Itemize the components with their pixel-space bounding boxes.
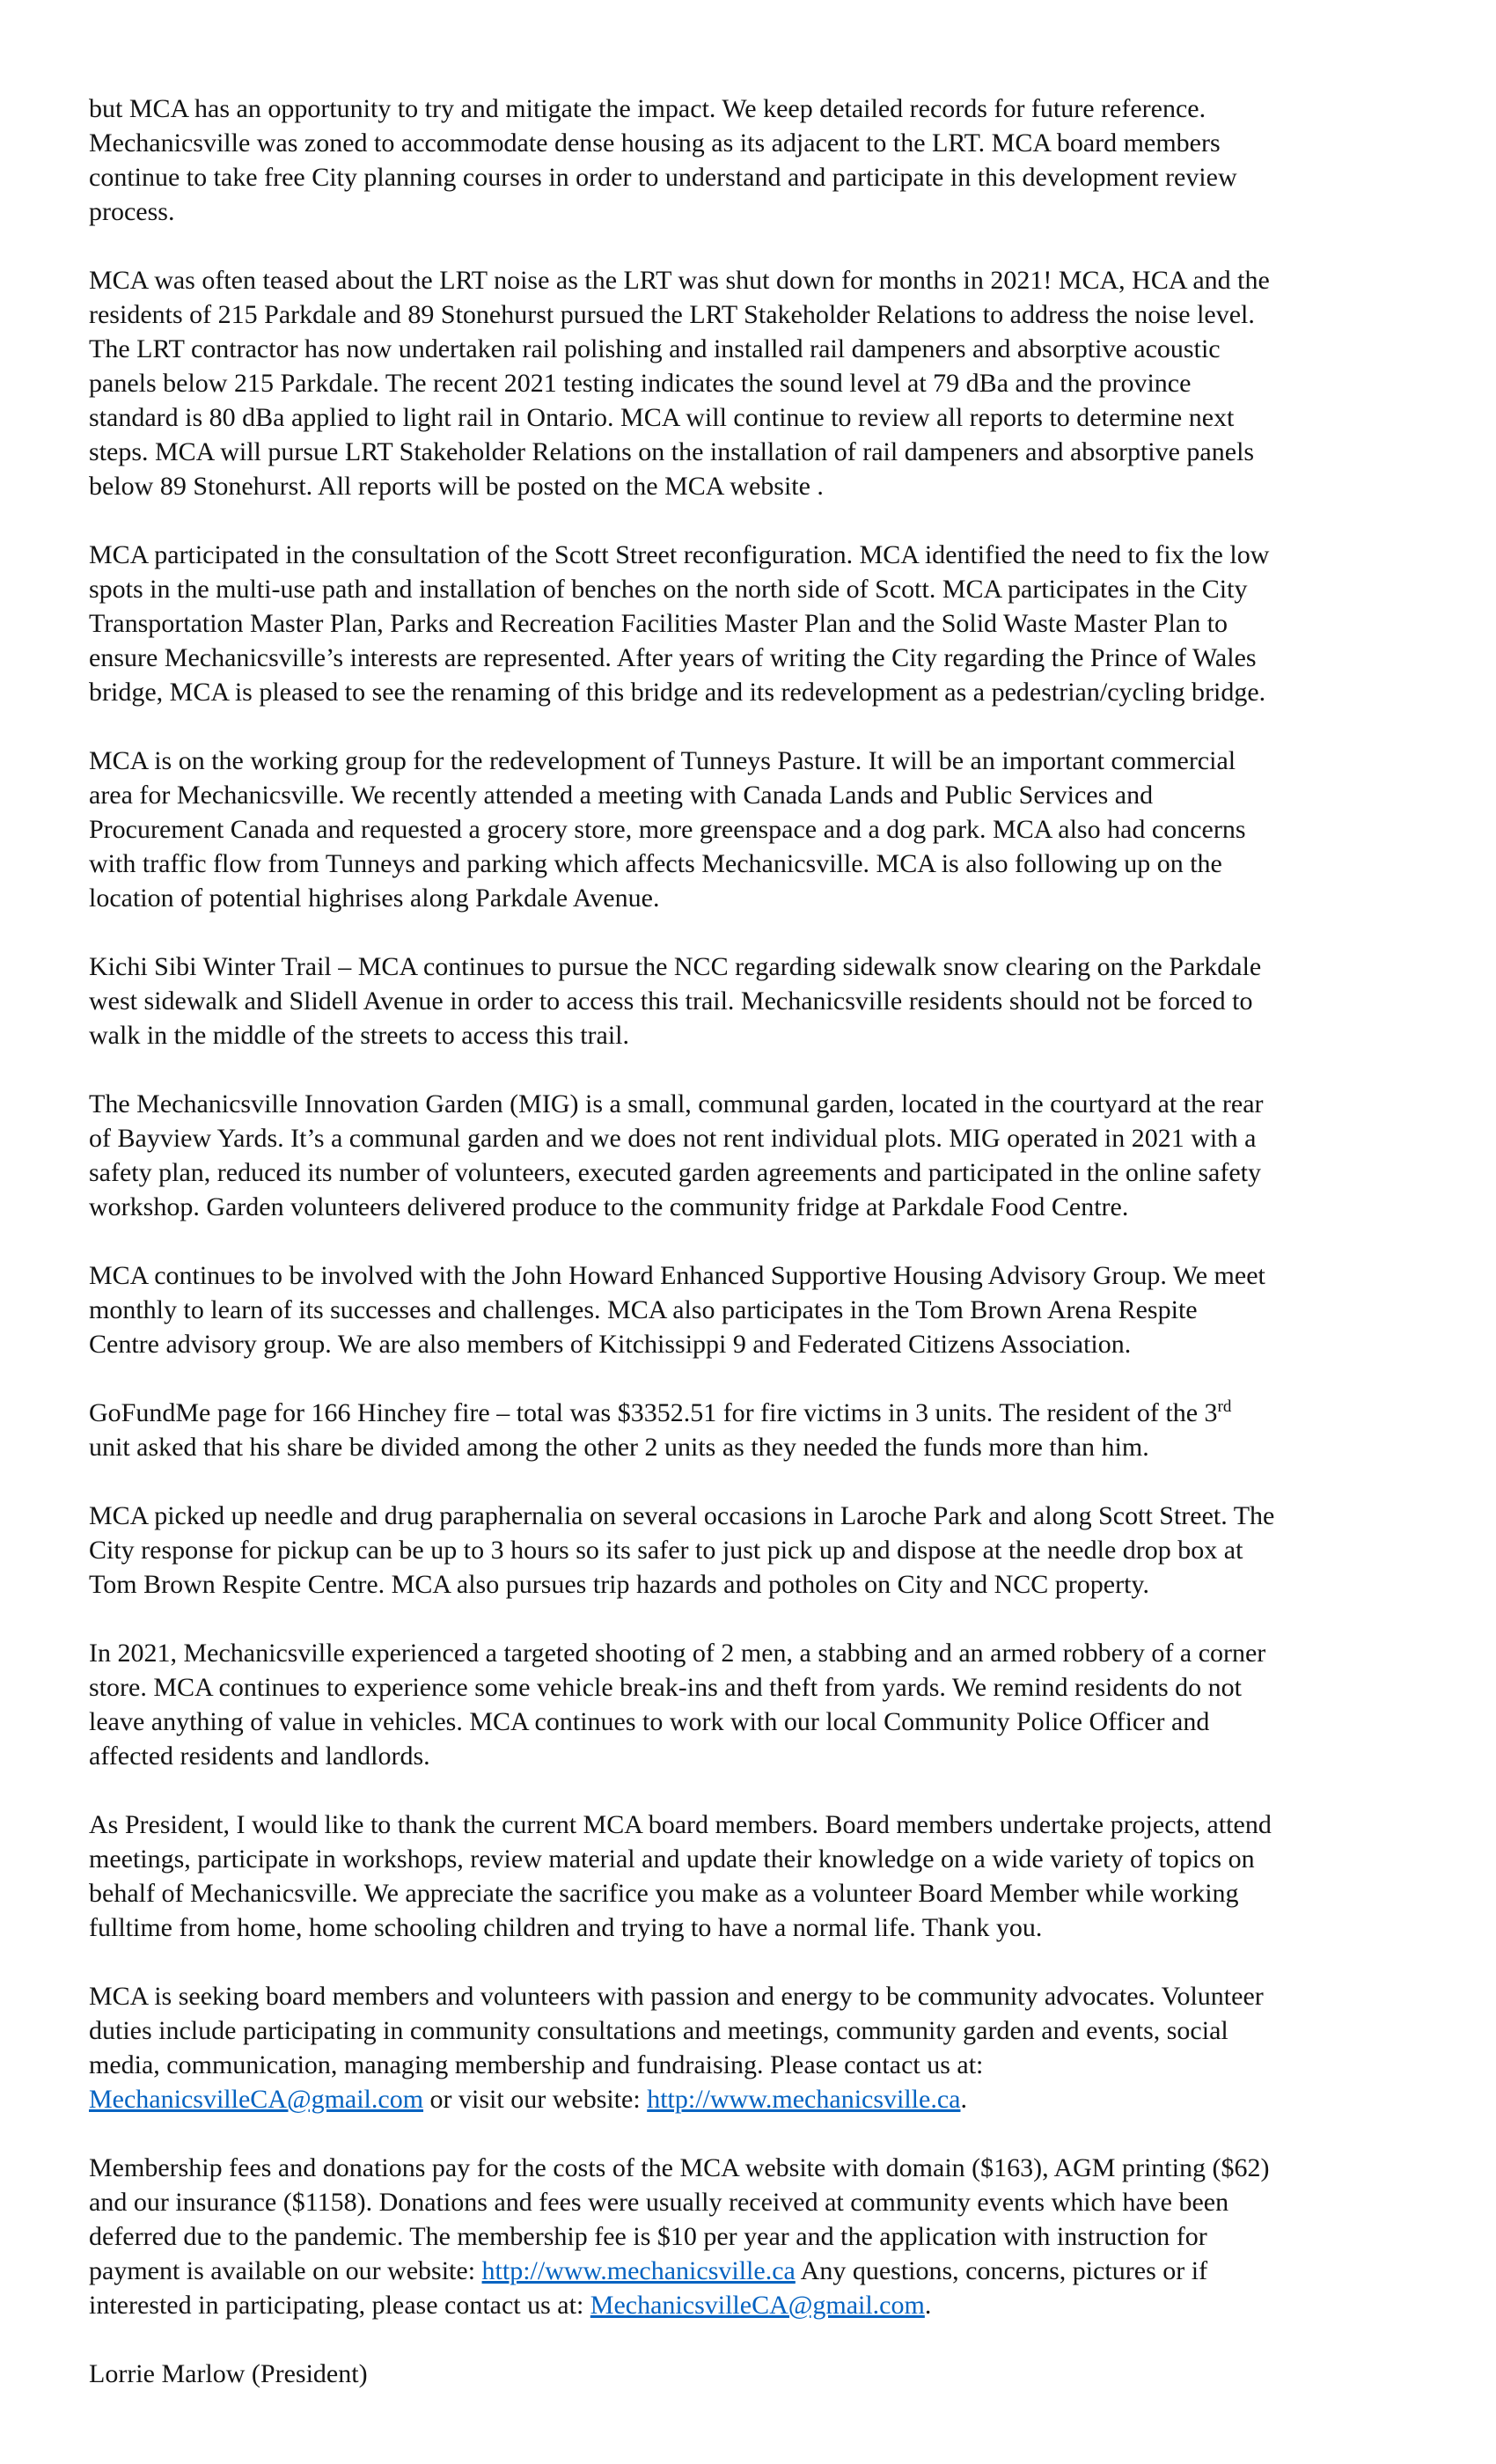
text-segment: Lorrie Marlow (President) [89,2359,368,2388]
text-segment: monthly to learn of its successes and challenges. MCA also participates in the Tom Brown Arena Respite [89,1295,1198,1324]
text-line [89,366,1462,400]
text-segment: Membership fees and donations pay for the costs of the MCA website with domain ($163), AGM printing ($62) [89,2153,1270,2182]
text-line [89,881,1462,915]
text-segment: safety plan, reduced its number of volunteers, executed garden agreements and participated in the online safety [89,1158,1261,1187]
text-segment: standard is 80 dBa applied to light rail in Ontario. MCA will continue to review all reports to determine next [89,403,1235,432]
text-segment: MCA picked up needle and drug paraphernalia on several occasions in Laroche Park and along Scott Street. The [89,1501,1275,1530]
text-segment: GoFundMe page for 166 Hinchey fire – total was $3352.51 for fire victims in 3 units. The resident of the 3 [89,1398,1218,1427]
paragraph-spacer [89,1464,1462,1499]
paragraph-spacer [89,503,1462,538]
paragraph-spacer [89,2116,1462,2151]
text-segment: workshop. Garden volunteers delivered produce to the community fridge at Parkdale Food Centre. [89,1192,1129,1221]
paragraph-spacer [89,1224,1462,1258]
text-line [89,1018,1462,1052]
text-line [89,1567,1462,1602]
text-segment: process. [89,197,175,226]
text-segment: City response for pickup can be up to 3 hours so its safer to just pick up and dispose at the needle drop box at [89,1536,1243,1565]
text-segment: walk in the middle of the streets to access this trail. [89,1021,630,1050]
text-segment: west sidewalk and Slidell Avenue in order to access this trail. Mechanicsville residents should not be forced to [89,986,1253,1016]
text-line [89,778,1462,812]
website-link[interactable]: http://www.mechanicsville.ca [481,2256,796,2285]
text-line [89,744,1462,778]
text-segment: Transportation Master Plan, Parks and Recreation Facilities Master Plan and the Solid Waste Master Plan to [89,609,1228,638]
text-line [89,2219,1462,2254]
text-segment: fulltime from home, home schooling children and trying to have a normal life. Thank you. [89,1913,1043,1942]
text-line [89,1190,1462,1224]
text-segment: with traffic flow from Tunneys and parking which affects Mechanicsville. MCA is also following up on the [89,849,1222,878]
text-segment: duties include participating in community consultations and meetings, community garden and events, social [89,2016,1228,2045]
paragraph-volunteers [89,1979,1462,2116]
text-line [89,263,1462,297]
text-segment: . [924,2291,932,2320]
paragraph-thanks [89,1808,1462,1945]
text-line [89,984,1462,1018]
text-line [89,435,1462,469]
text-line [89,2151,1462,2185]
text-line [89,1396,1462,1430]
superscript: rd [1217,1397,1232,1416]
text-line [89,92,1462,126]
text-segment: Tom Brown Respite Centre. MCA also pursues trip hazards and potholes on City and NCC property. [89,1570,1149,1599]
text-segment: but MCA has an opportunity to try and mitigate the impact. We keep detailed records for future reference. [89,94,1206,123]
text-line [89,1670,1462,1705]
text-segment: As President, I would like to thank the current MCA board members. Board members undertake projects, attend [89,1810,1272,1839]
text-segment: Mechanicsville was zoned to accommodate dense housing as its adjacent to the LRT. MCA board members [89,128,1221,158]
text-line [89,538,1462,572]
text-line [89,1636,1462,1670]
email-link[interactable]: MechanicsvilleCA@gmail.com [89,2085,424,2114]
paragraph-gofundme [89,1396,1462,1464]
paragraph-tunneys-pasture [89,744,1462,915]
text-line [89,1327,1462,1361]
text-line [89,847,1462,881]
text-segment: payment is available on our website: [89,2256,482,2285]
paragraph-spacer [89,1052,1462,1087]
text-segment: panels below 215 Parkdale. The recent 2021 testing indicates the sound level at 79 dBa and the province [89,369,1192,398]
text-segment: area for Mechanicsville. We recently attended a meeting with Canada Lands and Public Services and [89,781,1154,810]
text-line [89,1121,1462,1155]
paragraph-lrt-noise [89,263,1462,503]
text-segment: continue to take free City planning courses in order to understand and participate in this development review [89,163,1237,192]
text-segment: bridge, MCA is pleased to see the renaming of this bridge and its redevelopment as a pedestrian/cycling bridge. [89,678,1266,707]
text-line [89,572,1462,606]
paragraph-innovation-garden [89,1087,1462,1224]
text-segment: MCA is on the working group for the redevelopment of Tunneys Pasture. It will be an important commercial [89,746,1236,775]
text-segment: deferred due to the pandemic. The membership fee is $10 per year and the application with instruction for [89,2222,1207,2251]
text-line [89,606,1462,641]
text-line [89,1499,1462,1533]
text-line [89,1842,1462,1876]
text-segment: below 89 Stonehurst. All reports will be posted on the MCA website . [89,472,824,501]
text-line [89,675,1462,709]
paragraph-scott-street [89,538,1462,709]
text-line [89,2048,1462,2082]
text-line [89,1705,1462,1739]
text-line [89,1876,1462,1910]
text-segment: and our insurance ($1158). Donations and fees were usually received at community events which have been [89,2188,1229,2217]
text-line [89,2357,1462,2391]
website-link[interactable]: http://www.mechanicsville.ca [647,2085,961,2114]
text-line [89,126,1462,160]
paragraph-spacer [89,709,1462,744]
paragraph-spacer [89,915,1462,950]
text-line [89,1087,1462,1121]
text-line [89,2082,1462,2116]
text-line [89,1979,1462,2013]
text-segment: residents of 215 Parkdale and 89 Stonehurst pursued the LRT Stakeholder Relations to address the noise level. [89,300,1255,329]
text-line [89,2288,1462,2322]
paragraph-spacer [89,1602,1462,1636]
document-page [89,92,1462,2391]
text-segment: store. MCA continues to experience some vehicle break-ins and theft from yards. We remind residents do not [89,1673,1243,1702]
text-line [89,1533,1462,1567]
text-segment: Centre advisory group. We are also members of Kitchissippi 9 and Federated Citizens Association. [89,1330,1132,1359]
text-segment: The LRT contractor has now undertaken rail polishing and installed rail dampeners and absorptive acoustic [89,334,1221,363]
paragraph-spacer [89,2322,1462,2357]
text-segment: In 2021, Mechanicsville experienced a targeted shooting of 2 men, a stabbing and an armed robbery of a corner [89,1639,1266,1668]
text-segment: affected residents and landlords. [89,1742,430,1771]
text-line [89,1910,1462,1945]
text-segment: of Bayview Yards. It’s a communal garden and we does not rent individual plots. MIG operated in 2021 with a [89,1124,1257,1153]
email-link[interactable]: MechanicsvilleCA@gmail.com [590,2291,925,2320]
text-segment: Kichi Sibi Winter Trail – MCA continues to pursue the NCC regarding sidewalk snow clearing on the Parkdale [89,952,1262,981]
paragraph-needle-pickup [89,1499,1462,1602]
text-segment: Any questions, concerns, pictures or if [795,2256,1208,2285]
signature [89,2357,1462,2391]
text-segment: MCA continues to be involved with the John Howard Enhanced Supportive Housing Advisory Group. We meet [89,1261,1265,1290]
text-line [89,332,1462,366]
text-segment: unit asked that his share be divided among the other 2 units as they needed the funds more than him. [89,1433,1149,1462]
paragraph-development-review [89,92,1462,229]
text-segment: location of potential highrises along Parkdale Avenue. [89,884,660,913]
text-segment: spots in the multi-use path and installation of benches on the north side of Scott. MCA participates in the City [89,575,1248,604]
text-segment: The Mechanicsville Innovation Garden (MIG) is a small, communal garden, located in the courtyard at the rear [89,1089,1264,1118]
paragraph-spacer [89,1945,1462,1979]
text-segment: or visit our website: [423,2085,648,2114]
text-line [89,1739,1462,1773]
paragraph-safety [89,1636,1462,1773]
text-line [89,1155,1462,1190]
text-line [89,297,1462,332]
text-segment: MCA was often teased about the LRT noise as the LRT was shut down for months in 2021! MCA, HCA and the [89,266,1270,295]
text-line [89,1430,1462,1464]
text-segment: behalf of Mechanicsville. We appreciate the sacrifice you make as a volunteer Board Member while working [89,1879,1239,1908]
text-segment: MCA is seeking board members and volunteers with passion and energy to be community advocates. Volunteer [89,1982,1264,2011]
text-line [89,1808,1462,1842]
text-segment: meetings, participate in workshops, review material and update their knowledge on a wide variety of topics on [89,1844,1255,1874]
text-line [89,469,1462,503]
text-line [89,194,1462,229]
paragraph-winter-trail [89,950,1462,1052]
text-line [89,160,1462,194]
text-segment: Procurement Canada and requested a grocery store, more greenspace and a dog park. MCA also had concerns [89,815,1246,844]
paragraph-advisory-groups [89,1258,1462,1361]
paragraph-spacer [89,1773,1462,1808]
paragraph-spacer [89,229,1462,263]
text-segment: interested in participating, please contact us at: [89,2291,590,2320]
text-segment: leave anything of value in vehicles. MCA continues to work with our local Community Police Officer and [89,1707,1210,1736]
text-line [89,2185,1462,2219]
text-line [89,1258,1462,1293]
text-line [89,1293,1462,1327]
text-segment: . [960,2085,967,2114]
text-segment: MCA participated in the consultation of the Scott Street reconfiguration. MCA identified the need to fix the low [89,540,1270,569]
text-segment: media, communication, managing membership and fundraising. Please contact us at: [89,2050,984,2079]
text-line [89,812,1462,847]
text-line [89,2254,1462,2288]
text-line [89,2013,1462,2048]
text-segment: steps. MCA will pursue LRT Stakeholder Relations on the installation of rail dampeners and absorptive panels [89,437,1255,466]
text-line [89,950,1462,984]
text-line [89,400,1462,435]
paragraph-spacer [89,1361,1462,1396]
text-segment: ensure Mechanicsville’s interests are represented. After years of writing the City regarding the Prince of Wales [89,643,1257,672]
text-line [89,641,1462,675]
paragraph-membership [89,2151,1462,2322]
